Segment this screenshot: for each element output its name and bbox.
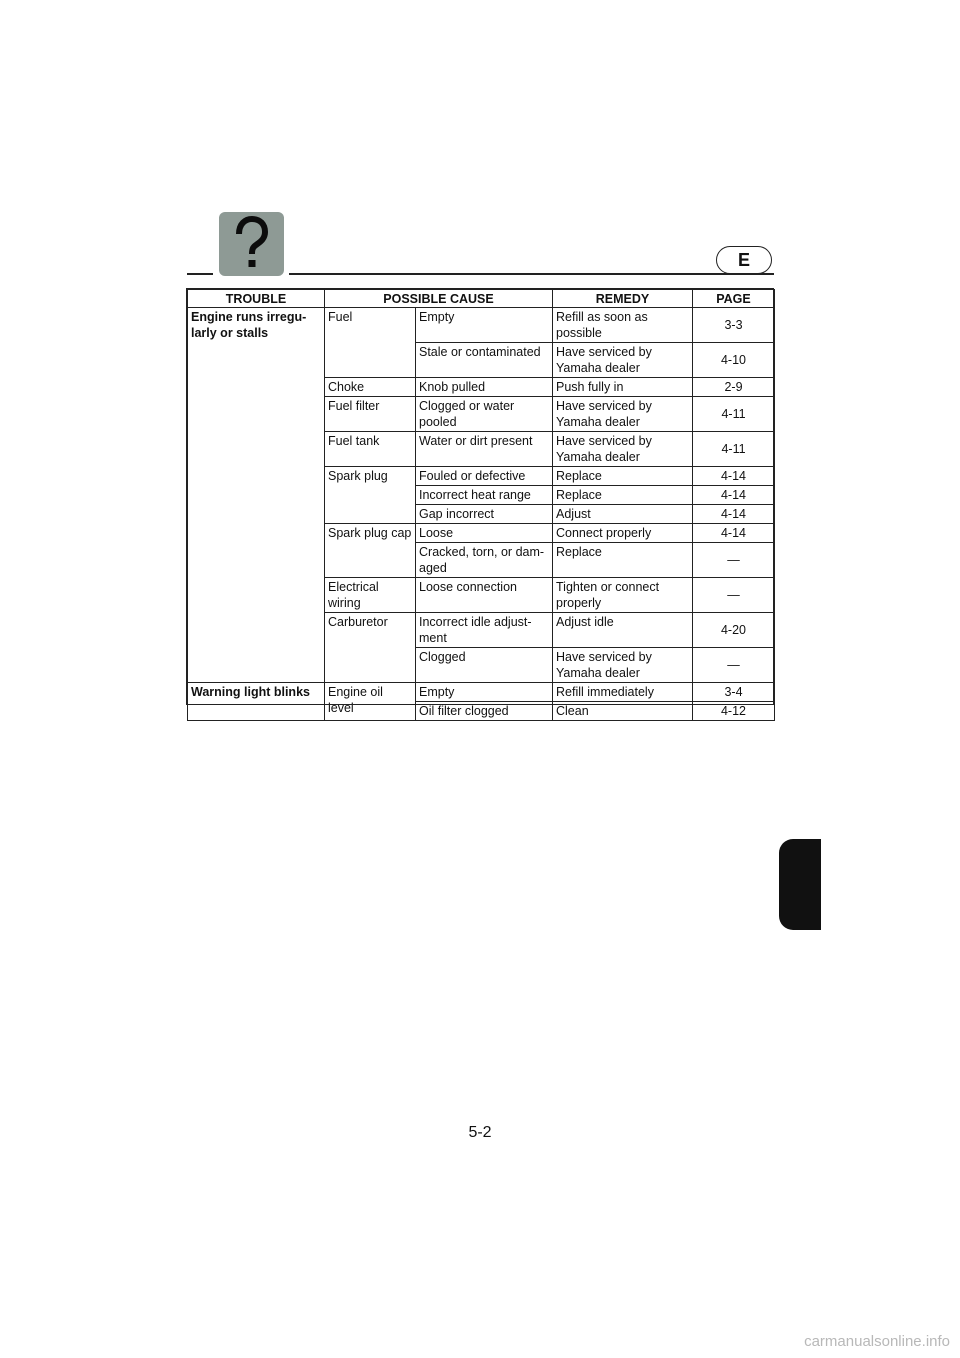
trouble-cell: Warning light blinks xyxy=(188,683,325,721)
page-cell: 4-14 xyxy=(693,524,775,543)
cause-cell: Gap incorrect xyxy=(416,505,553,524)
cause-cell: Clogged xyxy=(416,648,553,683)
header-page: PAGE xyxy=(693,290,775,308)
page-cell: 4-20 xyxy=(693,613,775,648)
header-remedy: REMEDY xyxy=(553,290,693,308)
header-possible-cause: POSSIBLE CAUSE xyxy=(325,290,553,308)
remedy-cell: Tighten or connect properly xyxy=(553,578,693,613)
cause-cell: Incorrect idle adjust- ment xyxy=(416,613,553,648)
component-cell: Spark plug xyxy=(325,467,416,524)
component-cell: Carburetor xyxy=(325,613,416,683)
page-number: 5-2 xyxy=(468,1124,492,1141)
remedy-cell: Refill immediately xyxy=(553,683,693,702)
page-cell: 4-10 xyxy=(693,343,775,378)
remedy-cell: Adjust idle xyxy=(553,613,693,648)
page-cell: — xyxy=(693,648,775,683)
page-cell: 2-9 xyxy=(693,378,775,397)
page-cell: 4-14 xyxy=(693,505,775,524)
component-cell: Spark plug cap xyxy=(325,524,416,578)
cause-cell: Clogged or water pooled xyxy=(416,397,553,432)
remedy-cell: Have serviced by Yamaha dealer xyxy=(553,397,693,432)
remedy-cell: Replace xyxy=(553,467,693,486)
table-row xyxy=(188,308,775,343)
watermark: carmanualsonline.info xyxy=(804,1333,950,1350)
remedy-cell: Clean xyxy=(553,702,693,721)
cause-cell: Stale or contaminated xyxy=(416,343,553,378)
remedy-cell: Refill as soon as possible xyxy=(553,308,693,343)
remedy-cell: Push fully in xyxy=(553,378,693,397)
page-cell: 4-11 xyxy=(693,432,775,467)
page-cell: 3-4 xyxy=(693,683,775,702)
remedy-cell: Have serviced by Yamaha dealer xyxy=(553,648,693,683)
chapter-tab xyxy=(779,839,821,930)
table-body xyxy=(188,308,775,721)
component-cell: Fuel xyxy=(325,308,416,378)
header-rule-left xyxy=(187,273,213,275)
table-row xyxy=(188,683,775,702)
page-cell: 4-14 xyxy=(693,467,775,486)
cause-cell: Cracked, torn, or dam- aged xyxy=(416,543,553,578)
page-cell: 4-11 xyxy=(693,397,775,432)
page-cell: 3-3 xyxy=(693,308,775,343)
page-cell: 4-12 xyxy=(693,702,775,721)
table-header-row xyxy=(188,290,775,308)
cause-cell: Empty xyxy=(416,308,553,343)
component-cell: Fuel filter xyxy=(325,397,416,432)
cause-cell: Incorrect heat range xyxy=(416,486,553,505)
header-rule-right xyxy=(289,273,774,275)
cause-cell: Loose connection xyxy=(416,578,553,613)
cause-cell: Loose xyxy=(416,524,553,543)
header-trouble: TROUBLE xyxy=(188,290,325,308)
page-cell: — xyxy=(693,578,775,613)
cause-cell: Water or dirt present xyxy=(416,432,553,467)
component-cell: Engine oil level xyxy=(325,683,416,721)
trouble-cell: Engine runs irregu- larly or stalls xyxy=(188,308,325,683)
page-cell: — xyxy=(693,543,775,578)
question-mark-icon xyxy=(219,212,284,276)
cause-cell: Oil filter clogged xyxy=(416,702,553,721)
remedy-cell: Connect properly xyxy=(553,524,693,543)
component-cell: Choke xyxy=(325,378,416,397)
remedy-cell: Adjust xyxy=(553,505,693,524)
cause-cell: Fouled or defective xyxy=(416,467,553,486)
component-cell: Fuel tank xyxy=(325,432,416,467)
remedy-cell: Replace xyxy=(553,486,693,505)
remedy-cell: Have serviced by Yamaha dealer xyxy=(553,432,693,467)
remedy-cell: Replace xyxy=(553,543,693,578)
remedy-cell: Have serviced by Yamaha dealer xyxy=(553,343,693,378)
cause-cell: Knob pulled xyxy=(416,378,553,397)
cause-cell: Empty xyxy=(416,683,553,702)
language-badge: E xyxy=(716,246,772,274)
page-cell: 4-14 xyxy=(693,486,775,505)
component-cell: Electrical wiring xyxy=(325,578,416,613)
troubleshooting-table xyxy=(187,289,775,721)
